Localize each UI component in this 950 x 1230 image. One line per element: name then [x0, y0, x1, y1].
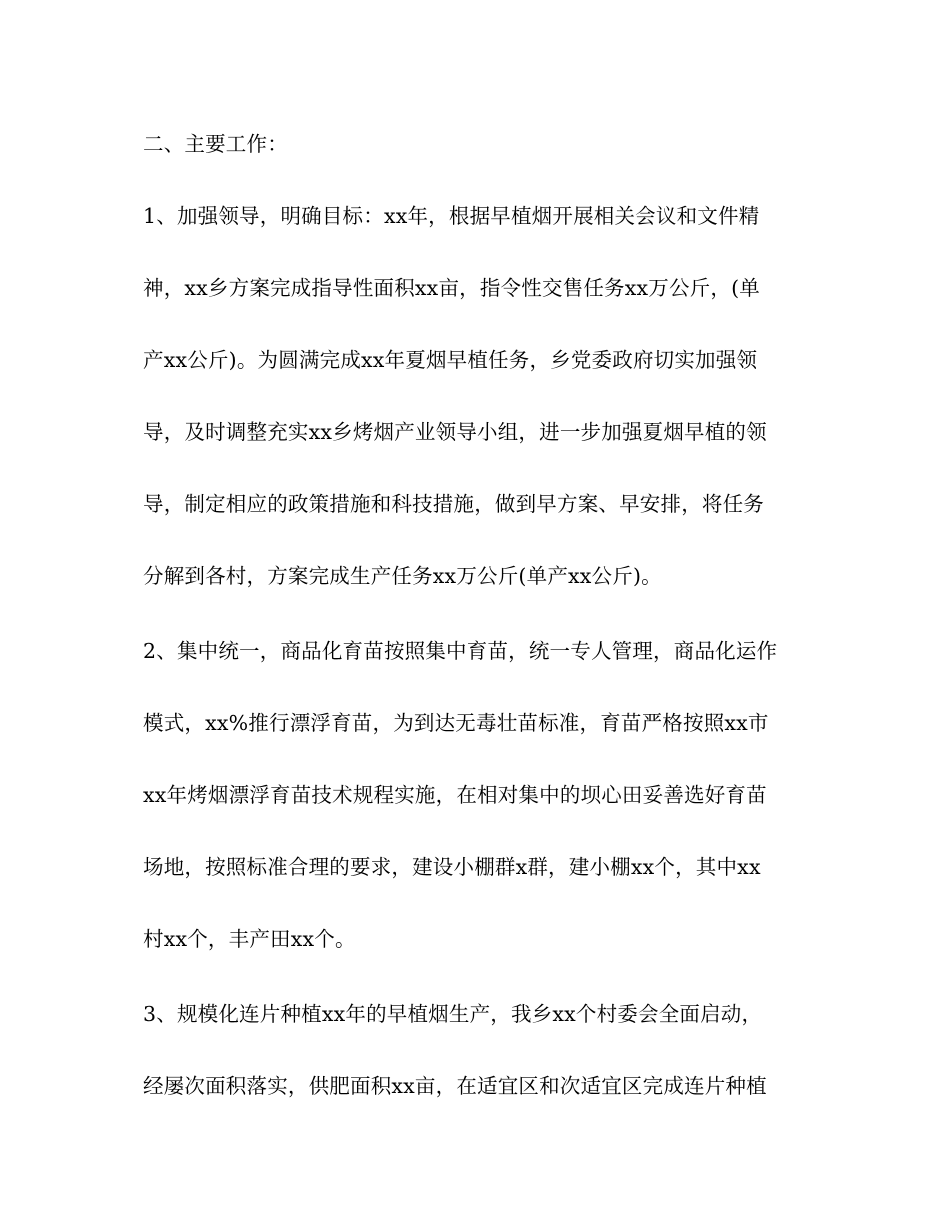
paragraph-1-line-6: 分解到各村，方案完成生产任务xx万公斤(单产xx公斤)。	[143, 564, 662, 588]
paragraph-1-line-2: 神，xx乡方案完成指导性面积xx亩，指令性交售任务xx万公斤，(单	[143, 276, 760, 300]
paragraph-2-line-5: 村xx个，丰产田xx个。	[143, 927, 356, 951]
paragraph-2-line-1: 2、集中统一，商品化育苗按照集中育苗，统一专人管理，商品化运作	[143, 639, 778, 663]
paragraph-1-line-5: 导，制定相应的政策措施和科技措施，做到早方案、早安排，将任务	[143, 492, 764, 516]
paragraph-3-line-2: 经屡次面积落实，供肥面积xx亩，在适宜区和次适宜区完成连片种植	[143, 1074, 767, 1098]
paragraph-3-line-1: 3、规模化连片种植xx年的早植烟生产，我乡xx个村委会全面启动，	[143, 1002, 763, 1026]
section-heading: 二、主要工作：	[143, 132, 288, 156]
paragraph-2-line-4: 场地，按照标准合理的要求，建设小棚群x群，建小棚xx个，其中xx	[143, 855, 761, 879]
paragraph-2-line-3: xx年烤烟漂浮育苗技术规程实施，在相对集中的坝心田妥善选好育苗	[143, 783, 767, 807]
paragraph-1-line-1: 1、加强领导，明确目标：xx年，根据早植烟开展相关会议和文件精	[143, 204, 760, 228]
paragraph-1-line-4: 导，及时调整充实xx乡烤烟产业领导小组，进一步加强夏烟早植的领	[143, 420, 767, 444]
paragraph-1-line-3: 产xx公斤)。为圆满完成xx年夏烟早植任务，乡党委政府切实加强领	[143, 348, 758, 372]
paragraph-2-line-2: 模式，xx%推行漂浮育苗，为到达无毒壮苗标准，育苗严格按照xx市	[143, 711, 769, 735]
